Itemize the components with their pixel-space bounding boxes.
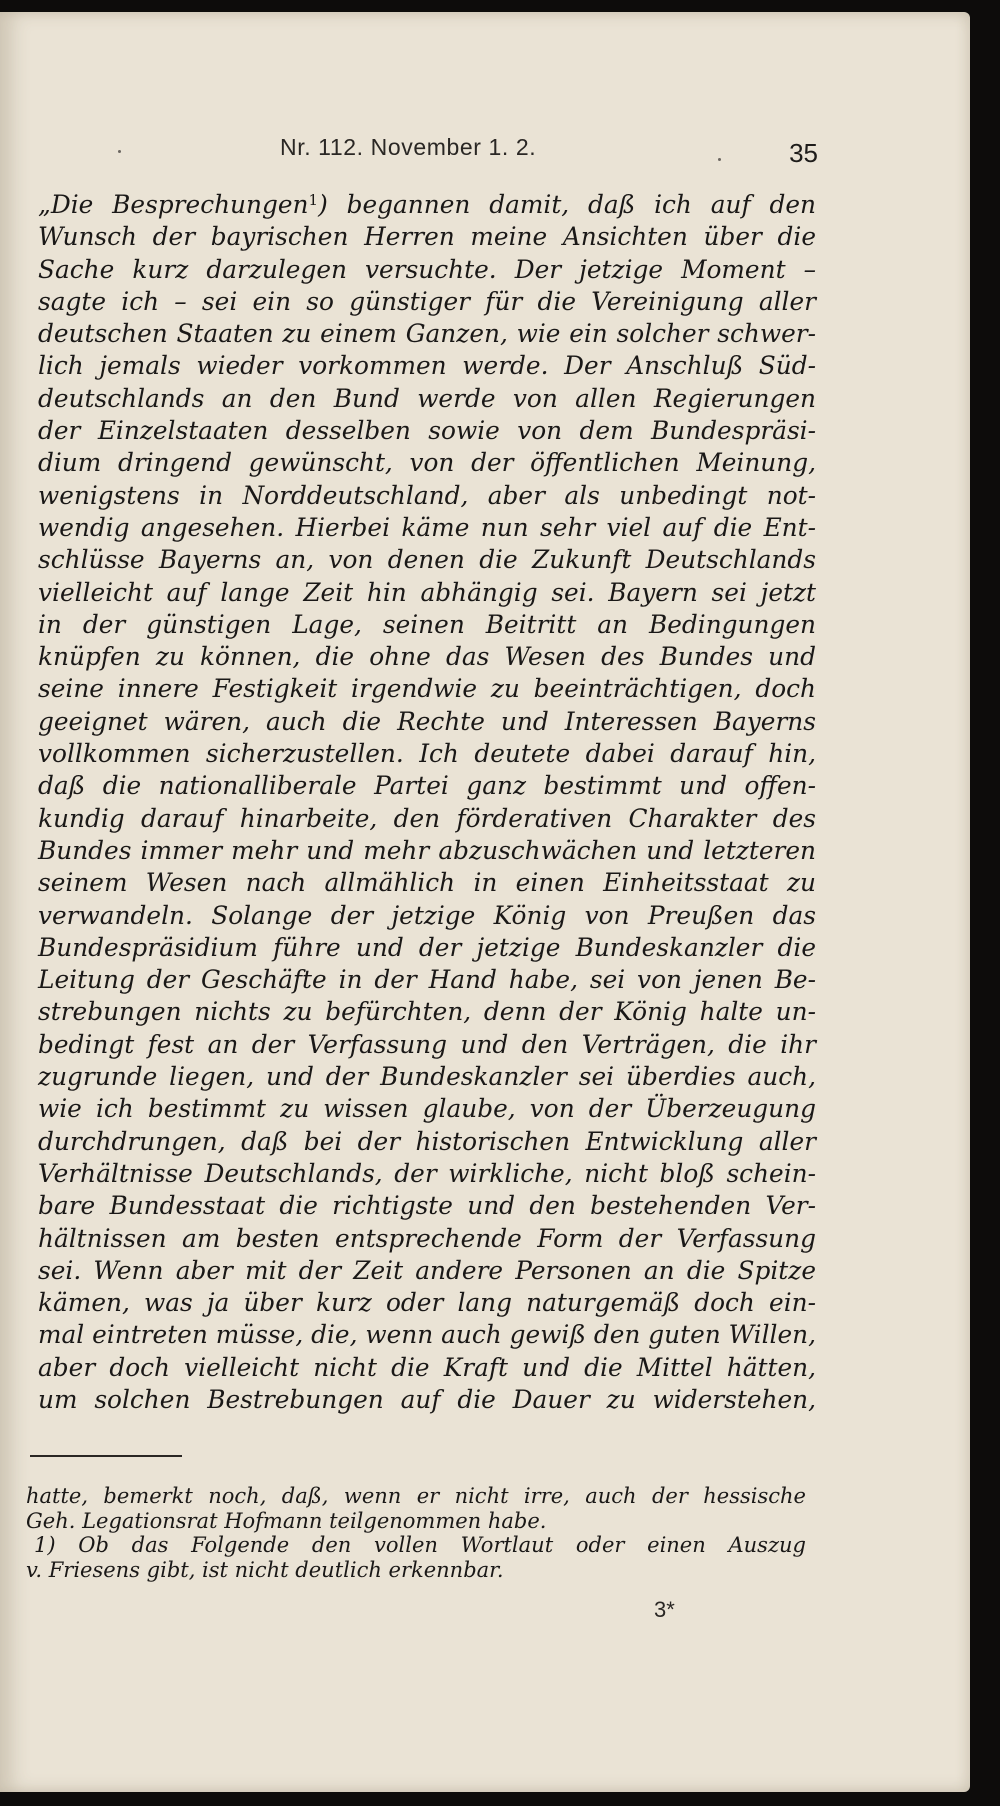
text-line: sagte ich – sei ein so günstiger für die Vereinigung aller <box>38 286 816 316</box>
text-line: bedingt fest an der Verfassung und den Verträgen, die ihr <box>38 1029 816 1059</box>
text-line <box>38 189 816 221</box>
text-line: schlüsse Bayerns an, von denen die Zukunft Deutschlands <box>38 545 816 575</box>
footnotes <box>26 1484 806 1582</box>
footnote-ref: 1 <box>308 191 319 209</box>
text-line: daß die nationalliberale Partei ganz bestimmt und offen- <box>38 771 816 801</box>
page-number: 35 <box>789 138 818 168</box>
text-line: aber doch vielleicht nicht die Kraft und die Mittel hätten, <box>38 1352 816 1382</box>
text-line: vielleicht auf lange Zeit hin abhängig sei. Bayern sei jetzt <box>38 577 816 607</box>
text-line: deutschen Staaten zu einem Ganzen, wie ein solcher schwer- <box>38 319 816 349</box>
text-line: Verhältnisse Deutschlands, der wirkliche, nicht bloß schein- <box>38 1158 816 1188</box>
text-line: wie ich bestimmt zu wissen glaube, von der Überzeugung <box>38 1094 816 1124</box>
text-line: dium dringend gewünscht, von der öffentlichen Meinung, <box>38 448 816 478</box>
footnote-line: v. Friesens gibt, ist nicht deutlich erkennbar. <box>26 1557 504 1582</box>
signature-mark: 3* <box>654 1597 675 1622</box>
text-line: hältnissen am besten entsprechende Form der Verfassung <box>38 1223 816 1253</box>
text-line: der Einzelstaaten desselben sowie von dem Bundespräsi- <box>38 416 816 446</box>
footnote-line: hatte, bemerkt noch, daß, wenn er nicht irre, auch der hessische <box>26 1484 806 1508</box>
text-line: Wunsch der bayrischen Herren meine Ansichten über die <box>38 222 816 252</box>
text-line: deutschlands an den Bund werde von allen Regierungen <box>38 383 816 413</box>
text-line: vollkommen sicherzustellen. Ich deutete dabei darauf hin, <box>38 739 816 769</box>
text-line: seinem Wesen nach allmählich in einen Einheitsstaat zu <box>38 868 816 898</box>
text-line: bare Bundesstaat die richtigste und den bestehenden Ver- <box>38 1191 816 1221</box>
text-line: wenigstens in Norddeutschland, aber als unbedingt not- <box>38 480 816 510</box>
running-head: Nr. 112. November 1. 2. <box>280 134 537 160</box>
text-line: kämen, was ja über kurz oder lang naturgemäß doch ein- <box>38 1288 816 1318</box>
text-line: kundig darauf hinarbeite, den förderativen Charakter des <box>38 803 816 833</box>
text-line: mal eintreten müsse, die, wenn auch gewiß den guten Willen, <box>38 1320 816 1350</box>
page-header <box>38 120 818 168</box>
text-line: Leitung der Geschäfte in der Hand habe, sei von jenen Be- <box>38 965 816 995</box>
text-line: Bundespräsidium führe und der jetzige Bundeskanzler die <box>38 932 816 962</box>
main-text <box>38 189 816 1416</box>
text-line: um solchen Bestrebungen auf die Dauer zu widerstehen, <box>38 1384 816 1414</box>
footnote-line: Geh. Legationsrat Hofmann teilgenommen habe. <box>26 1508 547 1533</box>
text-line: lich jemals wieder vorkommen werde. Der Anschluß Süd- <box>38 351 816 381</box>
book-page <box>0 12 970 1792</box>
footnote-rule <box>30 1455 182 1457</box>
text-line: Sache kurz darzulegen versuchte. Der jetzige Moment – <box>38 254 816 284</box>
text-line-continuation: ) begannen damit, daß ich auf den <box>318 190 817 219</box>
text-line-start: „Die Besprechungen <box>38 190 309 219</box>
text-line: Bundes immer mehr und mehr abzuschwächen und letzteren <box>38 835 816 865</box>
text-line: wendig angesehen. Hierbei käme nun sehr viel auf die Ent- <box>38 512 816 542</box>
text-line: geeignet wären, auch die Rechte und Interessen Bayerns <box>38 706 816 736</box>
text-line: in der günstigen Lage, seinen Beitritt an Bedingungen <box>38 609 816 639</box>
paper-speck <box>718 158 721 161</box>
text-line: verwandeln. Solange der jetzige König von Preußen das <box>38 900 816 930</box>
paper-speck <box>118 150 121 153</box>
text-line: durchdrungen, daß bei der historischen Entwicklung aller <box>38 1126 816 1156</box>
footnote-line: 1) Ob das Folgende den vollen Wortlaut oder einen Auszug <box>34 1533 806 1557</box>
text-line: knüpfen zu können, die ohne das Wesen des Bundes und <box>38 642 816 672</box>
text-line: sei. Wenn aber mit der Zeit andere Personen an die Spitze <box>38 1255 816 1285</box>
text-line: strebungen nichts zu befürchten, denn der König halte un- <box>38 997 816 1027</box>
text-line: seine innere Festigkeit irgendwie zu beeinträchtigen, doch <box>38 674 816 704</box>
text-line: zugrunde liegen, und der Bundeskanzler sei überdies auch, <box>38 1062 816 1092</box>
